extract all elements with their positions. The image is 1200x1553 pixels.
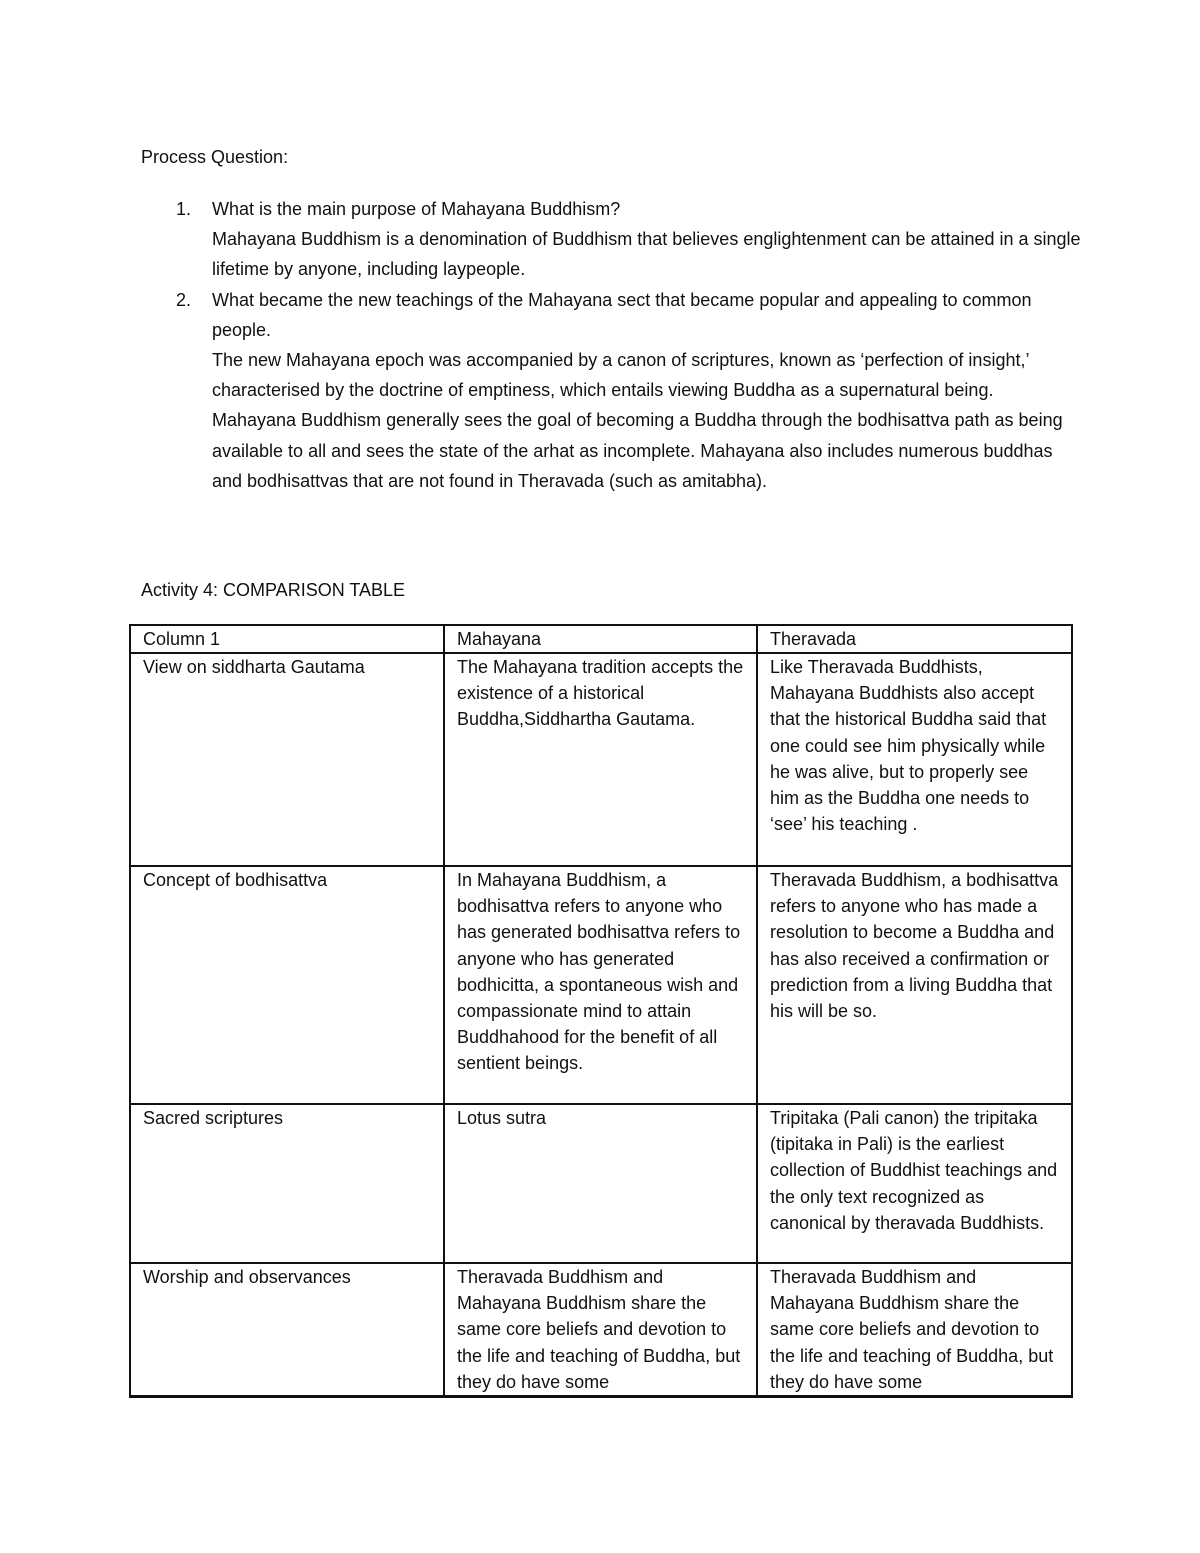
comparison-table	[129, 624, 1073, 1398]
table-header-row	[130, 625, 1072, 653]
topic-cell: Sacred scriptures	[130, 1104, 444, 1263]
theravada-cell: Tripitaka (Pali canon) the tripitaka (tipitaka in Pali) is the earliest collection of Buddhist teachings and the only text recognized as canonical by theravada Buddhists.	[757, 1104, 1072, 1263]
table-row	[130, 653, 1072, 866]
question-number: 1.	[176, 199, 192, 219]
question-text: What became the new teachings of the Mahayana sect that became popular and appealing to common people.	[212, 289, 1032, 340]
process-question-heading: Process Question:	[141, 147, 289, 167]
activity-heading: Activity 4: COMPARISON TABLE	[141, 580, 406, 600]
table-row	[130, 1263, 1072, 1397]
mahayana-cell: Lotus sutra	[444, 1104, 757, 1263]
question-item	[141, 194, 1081, 285]
answer-text: Mahayana Buddhism is a denomination of Buddhism that believes englightenment can be attained in a single lifetime by anyone, including laypeople.	[212, 229, 1081, 280]
question-item	[141, 285, 1081, 496]
topic-cell: View on siddharta Gautama	[130, 653, 444, 866]
table-row	[130, 1104, 1072, 1263]
answer-text: Mahayana Buddhism generally sees the goal of becoming a Buddha through the bodhisattva path as being available to all and sees the state of the arhat as incomplete. Mahayana also includes numerous buddhas and bodhisattvas that are not found in Theravada (such as amitabha).	[212, 410, 1063, 491]
topic-cell: Concept of bodhisattva	[130, 866, 444, 1104]
column-header-topic: Column 1	[130, 625, 444, 653]
theravada-cell: Theravada Buddhism and Mahayana Buddhism share the same core beliefs and devotion to the life and teaching of Buddha, but they do have some	[757, 1263, 1072, 1397]
column-header-mahayana: Mahayana	[444, 625, 757, 653]
column-header-theravada: Theravada	[757, 625, 1072, 653]
theravada-cell: Like Theravada Buddhists, Mahayana Buddhists also accept that the historical Buddha said that one could see him physically while he was alive, but to properly see him as the Buddha one needs to ‘see’ his teaching .	[757, 653, 1072, 866]
question-list	[141, 194, 1081, 496]
theravada-cell: Theravada Buddhism, a bodhisattva refers to anyone who has made a resolution to become a Buddha and has also received a confirmation or prediction from a living Buddha that his will be so.	[757, 866, 1072, 1104]
table-row	[130, 866, 1072, 1104]
topic-cell: Worship and observances	[130, 1263, 444, 1397]
answer-text: The new Mahayana epoch was accompanied by a canon of scriptures, known as ‘perfection of insight,’ characterised by the doctrine of emptiness, which entails viewing Buddha as a supernatural being.	[212, 350, 1029, 401]
question-text: What is the main purpose of Mahayana Buddhism?	[212, 199, 621, 219]
mahayana-cell: In Mahayana Buddhism, a bodhisattva refers to anyone who has generated bodhisattva refers to anyone who has generated bodhicitta, a spontaneous wish and compassionate mind to attain Buddhahood for the benefit of all sentient beings.	[444, 866, 757, 1104]
mahayana-cell: The Mahayana tradition accepts the existence of a historical Buddha,Siddhartha Gautama.	[444, 653, 757, 866]
mahayana-cell: Theravada Buddhism and Mahayana Buddhism share the same core beliefs and devotion to the life and teaching of Buddha, but they do have some	[444, 1263, 757, 1397]
question-number: 2.	[176, 289, 192, 310]
